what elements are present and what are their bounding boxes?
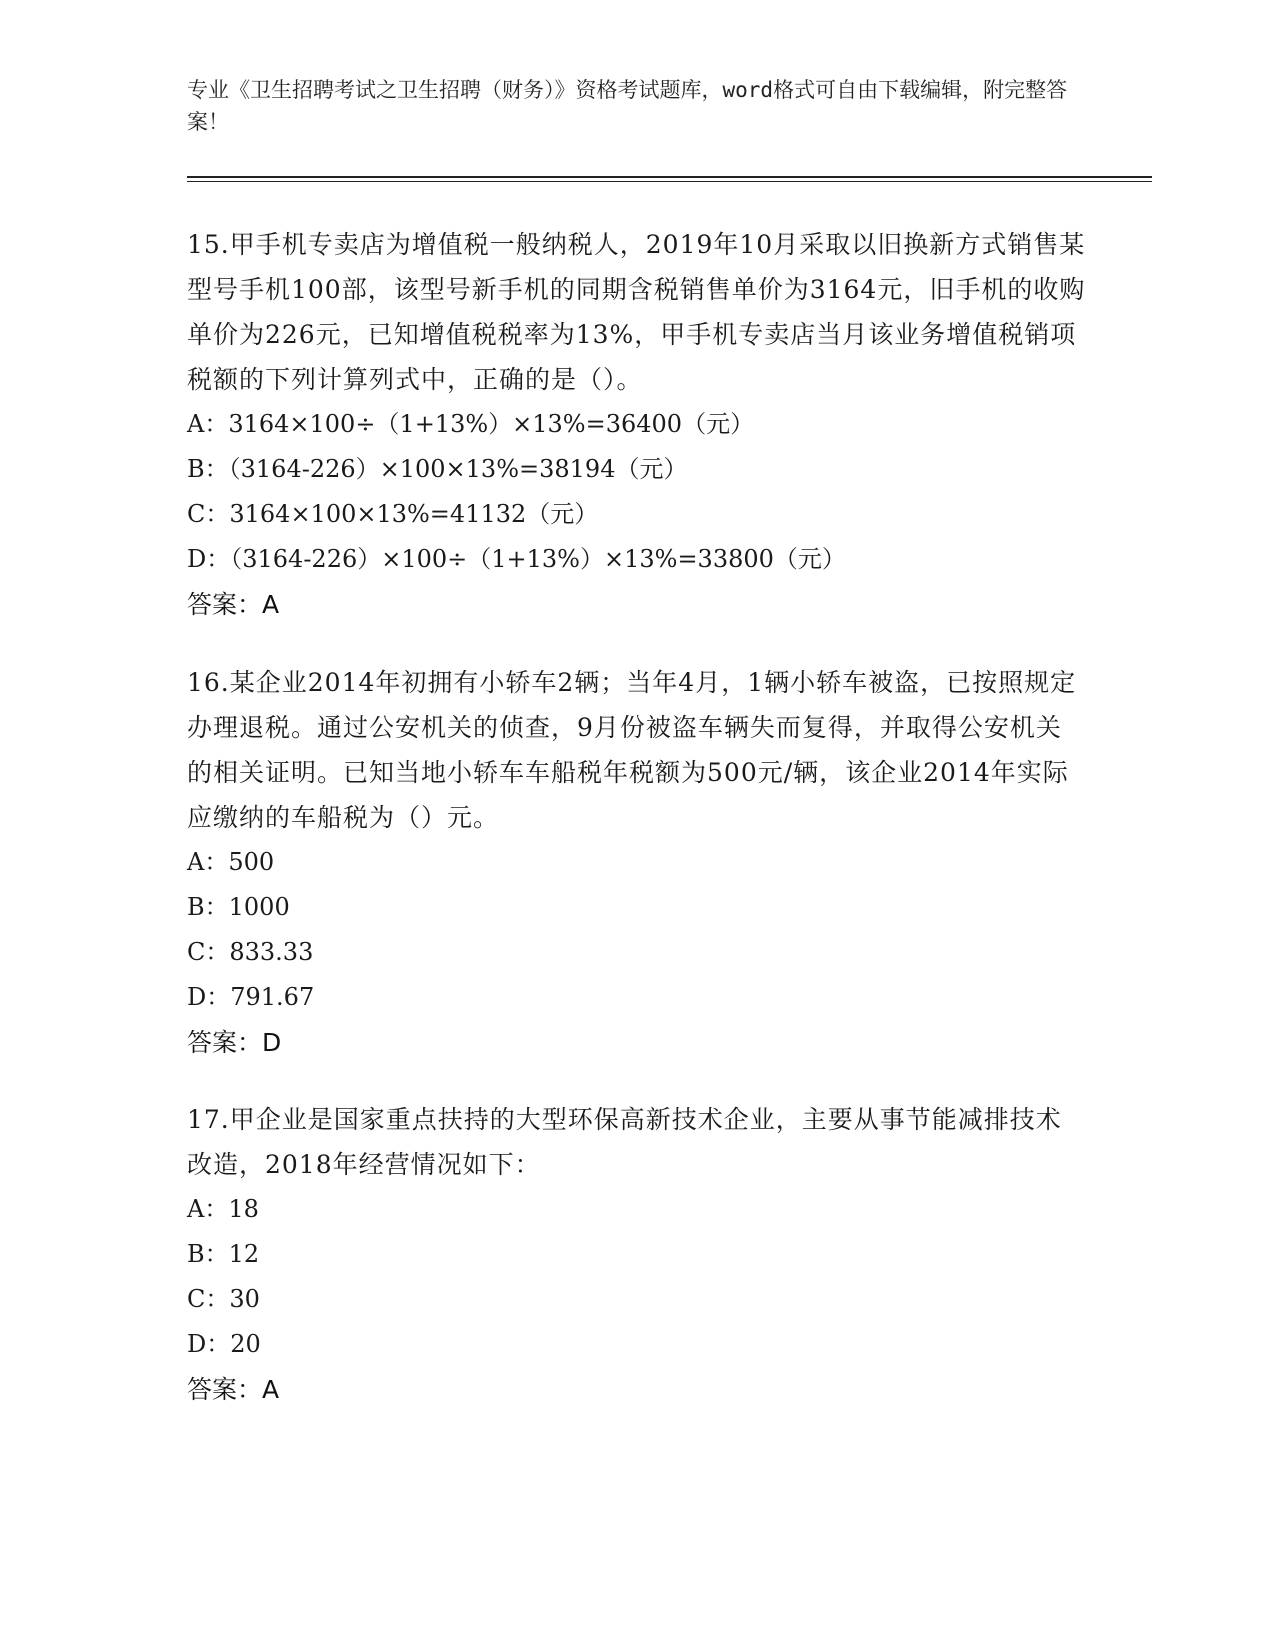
document-header: 专业《卫生招聘考试之卫生招聘（财务）》资格考试题库，word格式可自由下载编辑，附完整答案！: [187, 78, 1068, 134]
option-a: A：3164×100÷（1+13%）×13%=36400（元）: [187, 410, 755, 438]
option-d: D：20: [187, 1330, 261, 1358]
answer-line: 答案：A: [187, 590, 280, 619]
option-b: B：（3164-226）×100×13%=38194（元）: [187, 455, 688, 483]
option-a: A：500: [187, 848, 275, 876]
option-c: C：3164×100×13%=41132（元）: [187, 500, 599, 528]
header-divider-thick: [187, 176, 1152, 178]
option-c: C：30: [187, 1285, 260, 1313]
header-divider-thin: [187, 181, 1152, 182]
option-d: D：791.67: [187, 983, 315, 1011]
question-text: 17.甲企业是国家重点扶持的大型环保高新技术企业，主要从事节能减排技术改造，2018年经营情况如下：: [187, 1105, 1062, 1179]
answer-line: 答案：A: [187, 1375, 280, 1404]
question-15: [187, 222, 1087, 627]
question-17: [187, 1097, 1087, 1412]
question-text: 15.甲手机专卖店为增值税一般纳税人，2019年10月采取以旧换新方式销售某型号手机100部，该型号新手机的同期含税销售单价为3164元，旧手机的收购单价为226元，已知增值税税率为13%，甲手机专卖店当月该业务增值税销项税额的下列计算列式中，正确的是（）。: [187, 230, 1086, 394]
option-b: B：12: [187, 1240, 260, 1268]
answer-line: 答案：D: [187, 1028, 282, 1057]
option-a: A：18: [187, 1195, 259, 1223]
option-b: B：1000: [187, 893, 290, 921]
question-text: 16.某企业2014年初拥有小轿车2辆；当年4月，1辆小轿车被盗，已按照规定办理退税。通过公安机关的侦查，9月份被盗车辆失而复得，并取得公安机关的相关证明。已知当地小轿车车船税年税额为500元/辆，该企业2014年实际应缴纳的车船税为（）元。: [187, 668, 1077, 832]
question-16: [187, 660, 1087, 1065]
option-c: C：833.33: [187, 938, 314, 966]
option-d: D：（3164-226）×100÷（1+13%）×13%=33800（元）: [187, 545, 846, 573]
